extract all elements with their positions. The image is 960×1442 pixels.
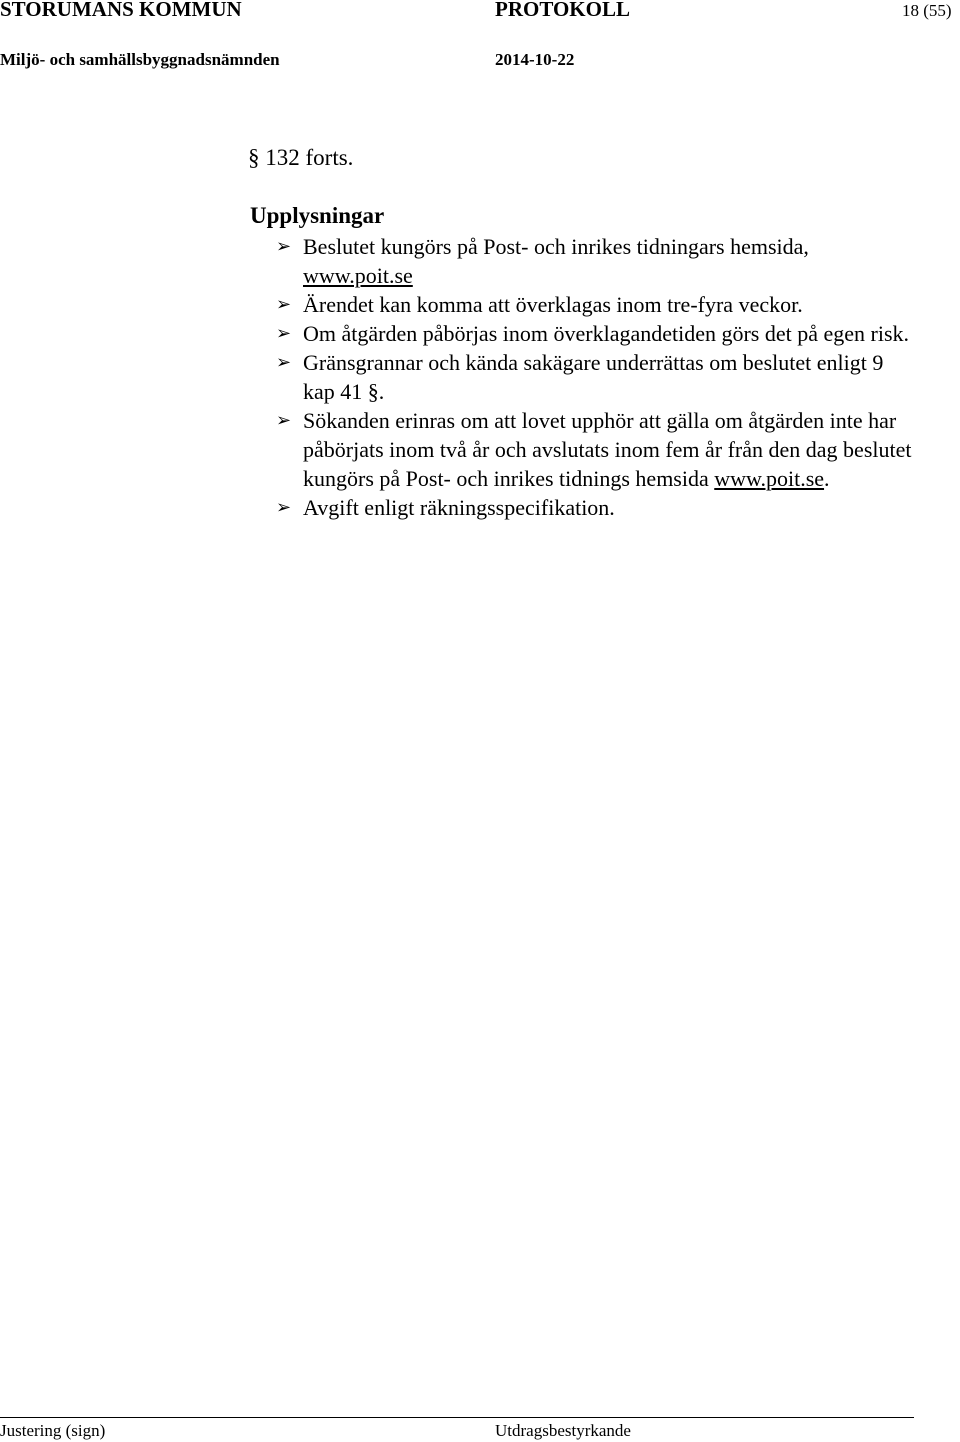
list-item-suffix: . [824, 466, 830, 491]
list-item [276, 290, 960, 319]
list-item-text: Avgift enligt räkningsspecifikation. [303, 495, 615, 520]
list-item-text: Ärendet kan komma att överklagas inom tre-fyra veckor. [303, 292, 803, 317]
list-item-text: Sökanden erinras om att lovet upphör att gälla om åtgärden inte har påbörjats inom två år och avslutats inom fem år från den dag beslutet kungörs på Post- och inrikes tidnings hemsida [303, 408, 912, 491]
signature-label: Justering (sign) [0, 1421, 106, 1440]
arrow-bullet-icon: ➢ [276, 352, 292, 372]
poit-link[interactable]: www.poit.se [714, 466, 825, 491]
arrow-bullet-icon: ➢ [276, 323, 292, 343]
arrow-bullet-icon: ➢ [276, 497, 292, 517]
committee-name: Miljö- och samhällsbyggnadsnämnden [0, 50, 280, 69]
page-number: 18 (55) [902, 1, 952, 20]
list-item [276, 348, 960, 406]
certification-label: Utdragsbestyrkande [495, 1421, 631, 1440]
arrow-bullet-icon: ➢ [276, 410, 292, 430]
list-item [276, 406, 960, 493]
list-item [276, 493, 960, 522]
poit-link[interactable]: www.poit.se [303, 263, 413, 288]
paragraph-reference: § 132 forts. [248, 145, 354, 170]
arrow-bullet-icon: ➢ [276, 236, 292, 256]
municipality-name: STORUMANS KOMMUN [0, 0, 242, 21]
document-type: PROTOKOLL [495, 0, 630, 21]
information-list [276, 232, 960, 522]
list-item [276, 319, 960, 348]
list-item-text: Om åtgärden påbörjas inom överklagandetiden görs det på egen risk. [303, 321, 910, 346]
list-item-text: Gränsgrannar och kända sakägare underrättas om beslutet enligt 9 kap 41 §. [303, 350, 884, 404]
list-item [276, 232, 960, 290]
list-item-text: Beslutet kungörs på Post- och inrikes tidningars hemsida, [303, 234, 809, 259]
meeting-date: 2014-10-22 [495, 50, 575, 69]
footer-divider [0, 1417, 914, 1418]
section-heading: Upplysningar [250, 203, 385, 228]
arrow-bullet-icon: ➢ [276, 294, 292, 314]
